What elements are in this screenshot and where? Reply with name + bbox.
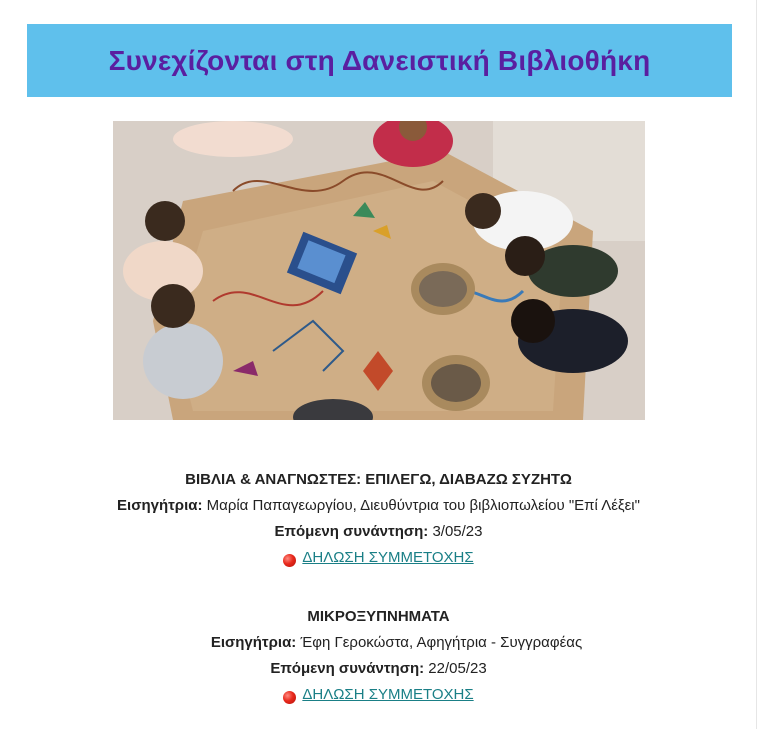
session-title: ΒΙΒΛΙΑ & ΑΝΑΓΝΩΣΤΕΣ: ΕΠΙΛΕΓΩ, ΔΙΑΒΑΖΩ ΣΥΖΗΤΩ	[185, 471, 572, 488]
session-mikroxypnimata	[0, 604, 757, 711]
registration-link[interactable]: ΔΗΛΩΣΗ ΣΥΜΜΕΤΟΧΗΣ	[302, 686, 474, 703]
header-banner	[27, 24, 732, 97]
presenter-value: Έφη Γεροκώστα, Αφηγήτρια - Συγγραφέας	[296, 634, 583, 651]
next-meeting-label: Επόμενη συνάντηση:	[274, 523, 429, 540]
registration-row	[283, 682, 473, 708]
next-meeting-label: Επόμενη συνάντηση:	[270, 660, 425, 677]
red-circle-icon	[283, 691, 296, 704]
red-circle-icon	[283, 554, 296, 567]
presenter-value: Μαρία Παπαγεωργίου, Διευθύντρια του βιβλιοπωλείου "Επί Λέξει"	[202, 497, 640, 514]
children-drawing-photo	[113, 121, 645, 420]
registration-link[interactable]: ΔΗΛΩΣΗ ΣΥΜΜΕΤΟΧΗΣ	[302, 549, 474, 566]
next-meeting-line	[0, 519, 757, 545]
session-book-readers	[0, 467, 757, 574]
banner-title: Συνεχίζονται στη Δανειστική Βιβλιοθήκη	[108, 44, 651, 76]
presenter-label: Εισηγήτρια:	[117, 497, 203, 514]
presenter-line	[0, 493, 757, 519]
session-title: ΜΙΚΡΟΞΥΠΝΗΜΑΤΑ	[307, 608, 450, 625]
next-meeting-value: 22/05/23	[424, 660, 487, 677]
presenter-label: Εισηγήτρια:	[210, 634, 297, 651]
presenter-line	[0, 630, 757, 656]
next-meeting-value: 3/05/23	[428, 523, 483, 540]
next-meeting-line	[0, 656, 757, 682]
registration-row	[283, 545, 473, 571]
